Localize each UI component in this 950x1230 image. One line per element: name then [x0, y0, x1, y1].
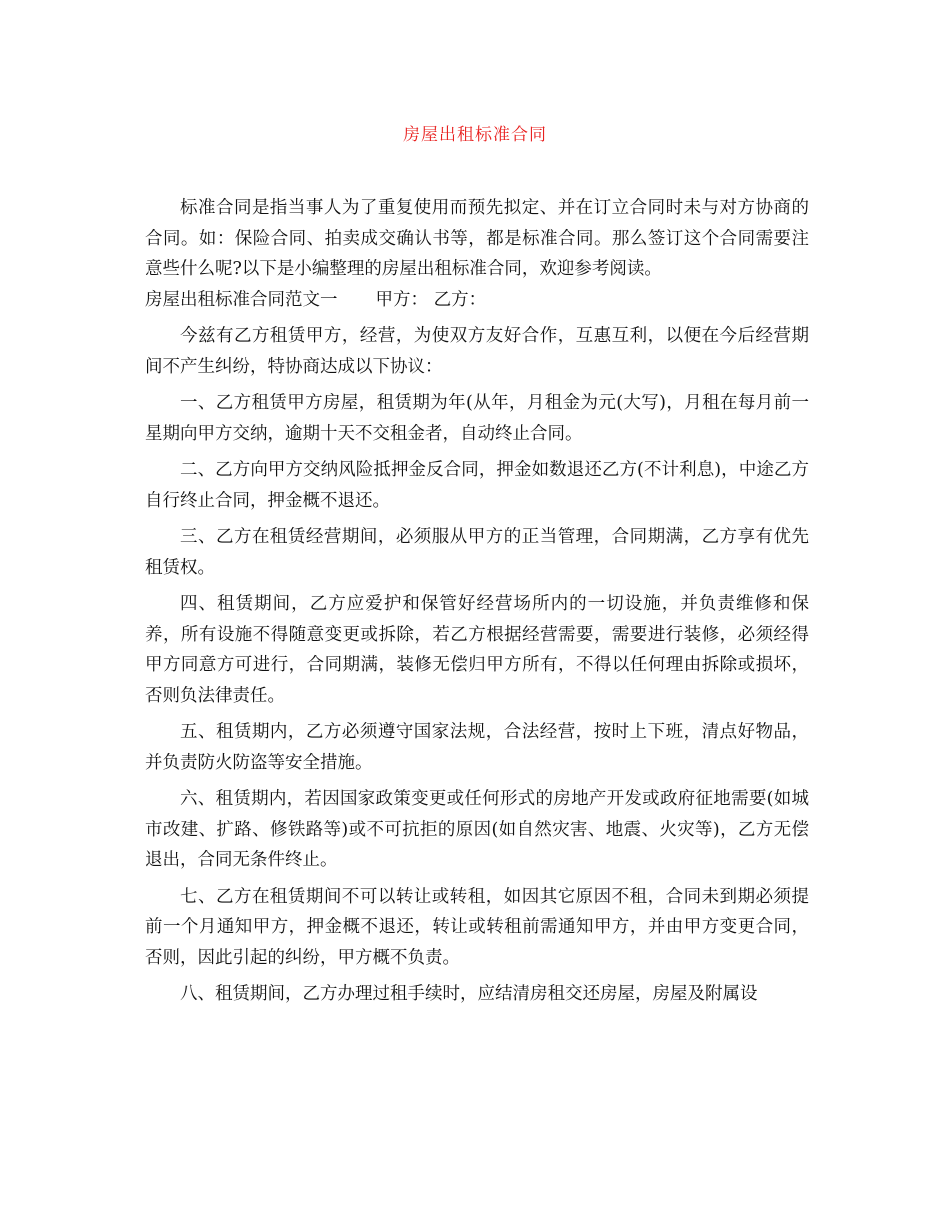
clause-4: 四、租赁期间，乙方应爱护和保管好经营场所内的一切设施，并负责维修和保养，所有设施不得随意变更或拆除，若乙方根据经营需要，需要进行装修，必须经得甲方同意方可进行，合同期满，装修无偿归甲方所有，不得以任何理由拆除或损坏，否则负法律责任。 [145, 594, 809, 706]
sample-heading: 房屋出租标准合同范文一 [145, 289, 338, 310]
clause-1: 一、乙方租赁甲方房屋，租赁期为年(从年，月租金为元(大写)，月租在每月前一星期向甲方交纳，逾期十天不交租金者，自动终止合同。 [145, 393, 809, 444]
clause-3: 三、乙方在租赁经营期间，必须服从甲方的正当管理，合同期满，乙方享有优先租赁权。 [145, 527, 809, 578]
clause-8: 八、租赁期间，乙方办理过租手续时，应结清房租交还房屋，房屋及附属设 [180, 984, 758, 1004]
party-b-label: 乙方： [433, 289, 487, 310]
party-a-label: 甲方： [375, 289, 428, 310]
clause-7: 七、乙方在租赁期间不可以转让或转租，如因其它原因不租，合同未到期必须提前一个月通知甲方，押金概不退还，转让或转租前需通知甲方，并由甲方变更合同，否则，因此引起的纠纷，甲方概不负责。 [145, 886, 809, 968]
clause-2: 二、乙方向甲方交纳风险抵押金反合同，押金如数退还乙方(不计利息)，中途乙方自行终止合同，押金概不退还。 [145, 460, 809, 511]
clause-5: 五、租赁期内，乙方必须遵守国家法规，合法经营，按时上下班，清点好物品，并负责防火防盗等安全措施。 [145, 722, 809, 773]
document-body [145, 193, 809, 1010]
clause-6: 六、租赁期内，若因国家政策变更或任何形式的房地产开发或政府征地需要(如城市改建、扩路、修铁路等)或不可抗拒的原因(如自然灾害、地震、火灾等)，乙方无偿退出，合同无条件终止。 [145, 789, 809, 870]
intro-paragraph: 标准合同是指当事人为了重复使用而预先拟定、并在订立合同时未与对方协商的合同。如：保险合同、拍卖成交确认书等，都是标准合同。那么签订这个合同需要注意些什么呢?以下是小编整理的房屋出租标准合同，欢迎参考阅读。 [145, 198, 809, 279]
sample-heading-line [145, 285, 809, 316]
preamble-paragraph: 今兹有乙方租赁甲方，经营，为使双方友好合作，互惠互利，以便在今后经营期间不产生纠纷，特协商达成以下协议： [145, 326, 809, 377]
document-title: 房屋出租标准合同 [403, 125, 547, 145]
